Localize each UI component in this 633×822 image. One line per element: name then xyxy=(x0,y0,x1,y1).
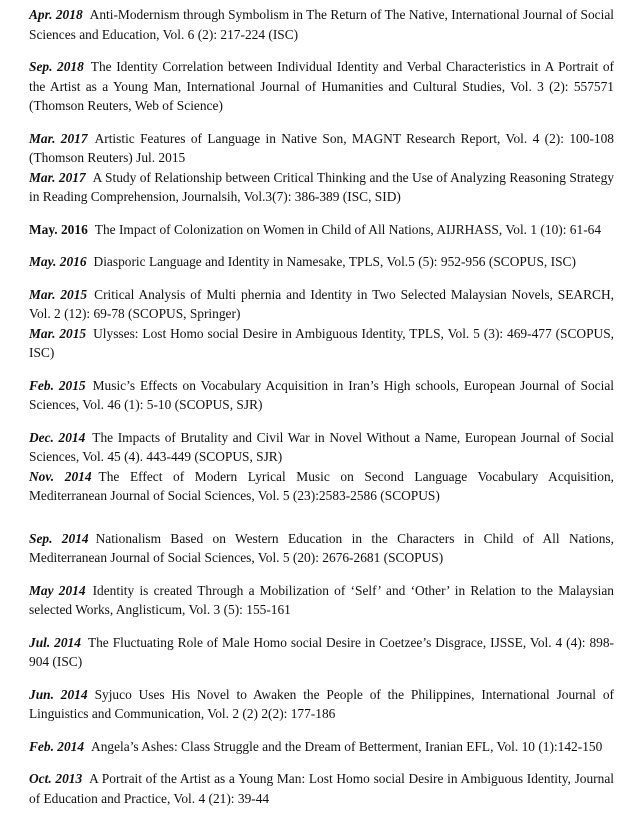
publication-text: Nationalism Based on Western Education in the Characters in Child of All Nations, Mediterranean Journal of Social Sciences, Vol. 5 (20): 2676-2681 (SCOPUS) xyxy=(29,530,614,565)
publication-entry xyxy=(29,467,614,506)
publication-entry xyxy=(29,57,614,116)
publication-date: May 2014 xyxy=(29,582,86,598)
publication-date: Oct. 2013 xyxy=(29,771,83,786)
publication-date: Apr. 2018 xyxy=(29,7,83,22)
publication-text: Syjuco Uses His Novel to Awaken the People of the Philippines, International Journal of Linguistics and Communication, Vol. 2 (2) 2(2): 177-186 xyxy=(29,686,614,721)
publication-entry xyxy=(29,737,614,757)
publication-text: Anti-Modernism through Symbolism in The Return of The Native, International Journal of Social Sciences and Education, Vol. 6 (2): 217-224 (ISC) xyxy=(29,7,614,42)
publication-text: The Impact of Colonization on Women in Child of All Nations, AIJRHASS, Vol. 1 (10): 61-64 xyxy=(94,221,602,237)
publication-text: Music’s Effects on Vocabulary Acquisition in Iran’s High schools, European Journal of Social Sciences, Vol. 46 (1): 5-10 (SCOPUS, SJR) xyxy=(29,377,614,412)
publication-entry xyxy=(29,376,614,415)
publication-entry xyxy=(29,220,614,240)
publication-entry xyxy=(29,168,614,207)
publication-text: A Portrait of the Artist as a Young Man: Lost Homo social Desire in Ambiguous Identity, Journal of Education and Practice, Vol. 4 (21): 39-44 xyxy=(29,771,615,806)
publication-text: Artistic Features of Language in Native Son, MAGNT Research Report, Vol. 4 (2): 100-108 (Thomson Reuters) Jul. 2015 xyxy=(29,130,614,165)
publication-date: Sep. 2018 xyxy=(29,59,84,74)
publication-entry xyxy=(29,285,614,324)
publication-entry xyxy=(29,581,614,620)
publication-text: Identity is created Through a Mobilization of ‘Self’ and ‘Other’ in Relation to the Malaysian selected Works, Anglisticum, Vol. 3 (5): 155-161 xyxy=(29,582,614,617)
publication-entry xyxy=(29,633,614,672)
publication-date: Jul. 2014 xyxy=(29,634,81,650)
publication-entry xyxy=(29,685,614,724)
publication-entry xyxy=(29,529,614,568)
publication-list xyxy=(29,5,614,808)
publication-date: Mar. 2015 xyxy=(29,286,88,302)
publication-date: May. 2016 xyxy=(29,221,88,237)
publication-date: Mar. 2017 xyxy=(29,169,86,185)
publication-date: Dec. 2014 xyxy=(29,429,86,445)
publication-date: Mar. 2015 xyxy=(29,325,87,341)
publication-text: The Effect of Modern Lyrical Music on Second Language Vocabulary Acquisition, Mediterranean Journal of Social Sciences, Vol. 5 (23):2583-2586 (SCOPUS) xyxy=(29,468,614,503)
publication-entry xyxy=(29,324,614,363)
publication-text: The Fluctuating Role of Male Homo social Desire in Coetzee’s Disgrace, IJSSE, Vol. 4 (4): 898-904 (ISC) xyxy=(29,634,614,669)
publication-entry xyxy=(29,769,614,808)
publication-entry xyxy=(29,129,614,168)
publication-date: Nov. 2014 xyxy=(29,468,92,484)
publication-text: Diasporic Language and Identity in Namesake, TPLS, Vol.5 (5): 952-956 (SCOPUS, ISC) xyxy=(93,254,576,269)
publication-date: Sep. 2014 xyxy=(29,530,89,546)
publication-text: Angela’s Ashes: Class Struggle and the Dream of Betterment, Iranian EFL, Vol. 10 (1):142-150 xyxy=(91,738,603,754)
publication-date: Mar. 2017 xyxy=(29,130,88,146)
publication-text: The Impacts of Brutality and Civil War in Novel Without a Name, European Journal of Social Sciences, Vol. 45 (4). 443-449 (SCOPUS, SJR) xyxy=(29,429,614,464)
publication-entry xyxy=(29,252,614,272)
publication-text: Critical Analysis of Multi phernia and Identity in Two Selected Malaysian Novels, SEARCH, Vol. 2 (12): 69-78 (SCOPUS, Springer) xyxy=(29,286,614,321)
publication-text: A Study of Relationship between Critical Thinking and the Use of Analyzing Reasoning Strategy in Reading Comprehension, Journalsih, Vol.3(7): 386-389 (ISC, SID) xyxy=(29,169,614,204)
publication-date: May. 2016 xyxy=(29,254,87,269)
publication-date: Feb. 2014 xyxy=(29,738,85,754)
publication-text: Ulysses: Lost Homo social Desire in Ambiguous Identity, TPLS, Vol. 5 (3): 469-477 (SCOPUS, ISC) xyxy=(29,325,614,360)
publication-date: Feb. 2015 xyxy=(29,377,86,393)
publication-date: Jun. 2014 xyxy=(29,686,88,702)
publication-entry xyxy=(29,428,614,467)
publication-text: The Identity Correlation between Individual Identity and Verbal Characteristics in A Portrait of the Artist as a Young Man, International Journal of Humanities and Cultural Studies, Vol. 3 (2): 557571 (Thomson Reuters, Web of Science) xyxy=(29,59,614,113)
publication-entry xyxy=(29,5,614,44)
